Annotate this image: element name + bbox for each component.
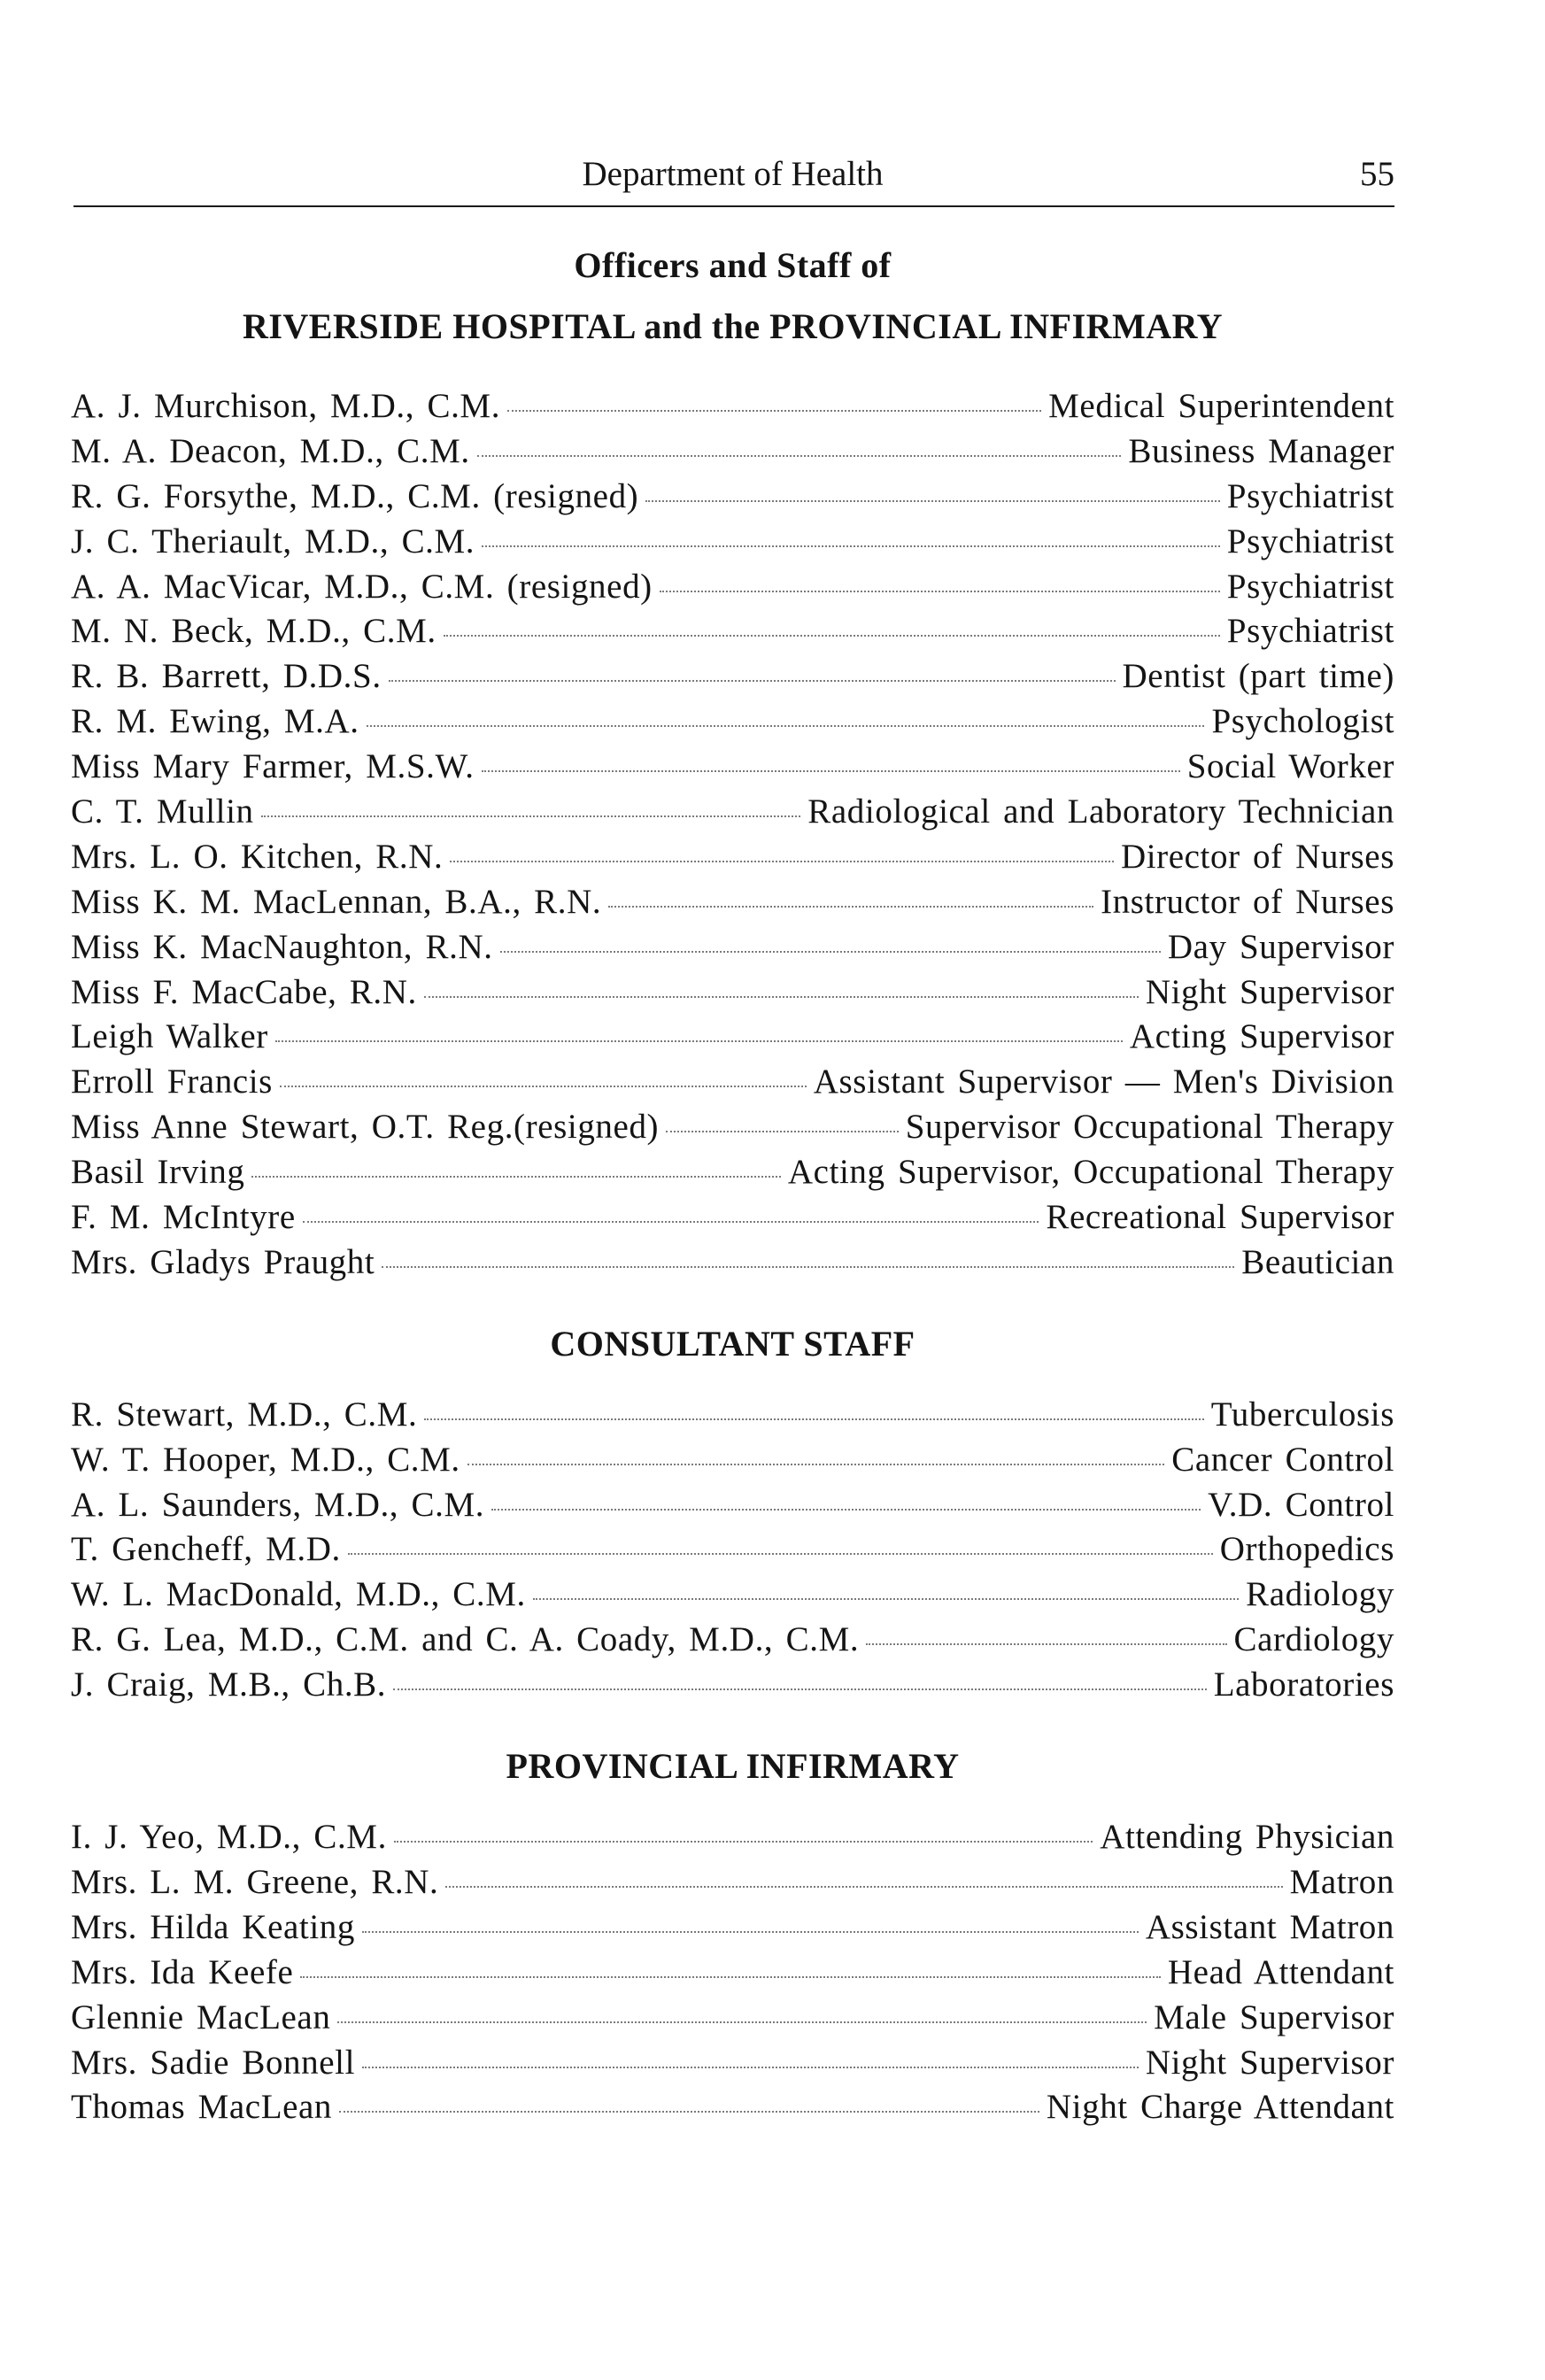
dot-leader <box>261 815 801 817</box>
list-item <box>71 1197 1394 1242</box>
staff-title: Acting Supervisor, Occupational Therapy <box>787 1153 1394 1192</box>
infirmary-list <box>71 1817 1394 2132</box>
staff-name: Miss F. MacCabe, R.N. <box>71 972 417 1011</box>
staff-name: Miss Anne Stewart, O.T. Reg.(resigned) <box>71 1108 660 1147</box>
staff-name: Thomas MacLean <box>71 2088 333 2127</box>
staff-name: Mrs. Ida Keefe <box>71 1952 294 1991</box>
list-item <box>71 1395 1394 1440</box>
dot-leader <box>251 1176 780 1178</box>
staff-name: A. L. Saunders, M.D., C.M. <box>71 1485 485 1524</box>
heading-consultant-staff: CONSULTANT STAFF <box>550 1323 915 1364</box>
staff-title: Tuberculosis <box>1210 1395 1394 1433</box>
list-item <box>71 1242 1394 1287</box>
staff-name: W. T. Hooper, M.D., C.M. <box>71 1440 460 1479</box>
dot-leader <box>337 2021 1147 2023</box>
dot-leader <box>507 410 1041 412</box>
staff-name: Miss K. M. MacLennan, B.A., R.N. <box>71 882 602 921</box>
list-item <box>71 1817 1394 1862</box>
list-item <box>71 927 1394 972</box>
list-item <box>71 522 1394 567</box>
staff-name: Miss K. MacNaughton, R.N. <box>71 927 493 966</box>
dot-leader <box>280 1086 807 1087</box>
staff-title: Matron <box>1289 1862 1394 1901</box>
dot-leader <box>444 635 1220 637</box>
staff-title: Orthopedics <box>1219 1530 1394 1569</box>
dot-leader <box>394 1841 1093 1843</box>
staff-title: Dentist (part time) <box>1122 657 1394 696</box>
list-item <box>71 1907 1394 1952</box>
list-item <box>71 1485 1394 1530</box>
staff-name: R. Stewart, M.D., C.M. <box>71 1395 418 1433</box>
dot-leader <box>660 591 1220 592</box>
staff-name: R. M. Ewing, M.A. <box>71 702 359 741</box>
staff-name: Mrs. L. M. Greene, R.N. <box>71 1862 439 1901</box>
dot-leader <box>491 1509 1201 1511</box>
list-item <box>71 746 1394 792</box>
page-number: 55 <box>1360 155 1394 193</box>
dot-leader <box>303 1221 1039 1223</box>
list-item <box>71 701 1394 746</box>
staff-name: J. C. Theriault, M.D., C.M. <box>71 522 475 560</box>
staff-title: Assistant Supervisor — Men's Division <box>813 1062 1394 1101</box>
staff-title: Director of Nurses <box>1120 837 1394 876</box>
staff-title: V.D. Control <box>1208 1485 1394 1524</box>
staff-name: F. M. McIntyre <box>71 1198 296 1237</box>
staff-name: Mrs. Hilda Keating <box>71 1907 355 1946</box>
dot-leader <box>482 545 1220 547</box>
staff-name: J. Craig, M.B., Ch.B. <box>71 1665 387 1704</box>
staff-name: Leigh Walker <box>71 1017 268 1056</box>
dot-leader <box>645 500 1220 502</box>
dot-leader <box>467 1464 1164 1465</box>
staff-title: Day Supervisor <box>1167 927 1394 966</box>
list-item <box>71 567 1394 612</box>
staff-title: Assistant Matron <box>1145 1907 1394 1946</box>
staff-title: Medical Superintendent <box>1048 387 1394 425</box>
list-item <box>71 1016 1394 1062</box>
staff-title: Male Supervisor <box>1154 1998 1394 2036</box>
staff-name: M. A. Deacon, M.D., C.M. <box>71 431 470 470</box>
staff-name: R. G. Lea, M.D., C.M. and C. A. Coady, M.D., C.M. <box>71 1620 860 1659</box>
staff-title: Beautician <box>1241 1242 1394 1281</box>
dot-leader <box>666 1131 899 1132</box>
list-item <box>71 882 1394 927</box>
dot-leader <box>445 1886 1282 1888</box>
staff-name: W. L. MacDonald, M.D., C.M. <box>71 1575 526 1614</box>
staff-name: Erroll Francis <box>71 1062 273 1101</box>
staff-name: A. J. Murchison, M.D., C.M. <box>71 387 501 425</box>
staff-title: Business Manager <box>1128 431 1394 470</box>
list-item <box>71 1619 1394 1665</box>
running-head-title: Department of Health <box>582 155 884 193</box>
heading-officers-and-staff: Officers and Staff of <box>574 245 892 285</box>
staff-title: Supervisor Occupational Therapy <box>905 1108 1394 1147</box>
list-item <box>71 1952 1394 1998</box>
list-item <box>71 1665 1394 1710</box>
dot-leader <box>477 455 1122 457</box>
staff-name: Miss Mary Farmer, M.S.W. <box>71 747 475 786</box>
dot-leader <box>533 1598 1239 1600</box>
heading-hospital-and-infirmary: RIVERSIDE HOSPITAL and the PROVINCIAL INFIRMARY <box>242 306 1224 346</box>
header-rule <box>73 205 1394 207</box>
staff-name: T. Gencheff, M.D. <box>71 1530 341 1569</box>
list-item <box>71 1152 1394 1197</box>
staff-name: Mrs. Gladys Praught <box>71 1242 375 1281</box>
consultant-list <box>71 1395 1394 1710</box>
dot-leader <box>339 2111 1039 2113</box>
list-item <box>71 1862 1394 1907</box>
dot-leader <box>424 996 1139 998</box>
staff-title: Laboratories <box>1213 1665 1394 1704</box>
list-item <box>71 972 1394 1017</box>
list-item <box>71 837 1394 882</box>
staff-name: M. N. Beck, M.D., C.M. <box>71 612 436 651</box>
staff-title: Radiology <box>1246 1575 1394 1614</box>
staff-title: Night Charge Attendant <box>1046 2088 1394 2127</box>
staff-name: Mrs. Sadie Bonnell <box>71 2043 356 2082</box>
staff-title: Recreational Supervisor <box>1046 1198 1394 1237</box>
heading-provincial-infirmary: PROVINCIAL INFIRMARY <box>506 1746 960 1787</box>
dot-leader <box>300 1976 1161 1978</box>
staff-name: A. A. MacVicar, M.D., C.M. (resigned) <box>71 567 653 606</box>
list-item <box>71 1998 1394 2043</box>
dot-leader <box>424 1418 1203 1420</box>
staff-title: Instructor of Nurses <box>1101 882 1394 921</box>
list-item <box>71 1062 1394 1107</box>
list-item <box>71 1440 1394 1485</box>
list-item <box>71 386 1394 431</box>
list-item <box>71 431 1394 476</box>
list-item <box>71 611 1394 656</box>
staff-list <box>71 386 1394 1287</box>
dot-leader <box>608 906 1093 908</box>
dot-leader <box>362 2067 1139 2068</box>
staff-title: Acting Supervisor <box>1129 1017 1394 1056</box>
list-item <box>71 476 1394 522</box>
dot-leader <box>382 1266 1234 1268</box>
staff-name: Basil Irving <box>71 1153 245 1192</box>
staff-title: Cardiology <box>1233 1620 1394 1659</box>
dot-leader <box>866 1643 1226 1645</box>
staff-title: Psychiatrist <box>1226 567 1394 606</box>
dot-leader <box>348 1553 1213 1555</box>
staff-name: R. B. Barrett, D.D.S. <box>71 657 382 696</box>
staff-title: Psychiatrist <box>1226 522 1394 560</box>
dot-leader <box>367 725 1205 727</box>
staff-name: Glennie MacLean <box>71 1998 331 2036</box>
staff-title: Cancer Control <box>1171 1440 1394 1479</box>
staff-title: Psychiatrist <box>1226 612 1394 651</box>
dot-leader <box>275 1040 1123 1042</box>
staff-name: Mrs. L. O. Kitchen, R.N. <box>71 837 444 876</box>
list-item <box>71 1574 1394 1619</box>
staff-title: Attending Physician <box>1100 1818 1394 1857</box>
running-head <box>71 151 1394 205</box>
list-item <box>71 2087 1394 2132</box>
staff-name: C. T. Mullin <box>71 792 254 831</box>
staff-title: Head Attendant <box>1167 1952 1394 1991</box>
staff-title: Night Supervisor <box>1145 2043 1394 2082</box>
document-page <box>71 151 1394 2132</box>
staff-title: Radiological and Laboratory Technician <box>807 792 1394 831</box>
list-item <box>71 1107 1394 1152</box>
dot-leader <box>389 680 1116 682</box>
list-item <box>71 792 1394 837</box>
list-item <box>71 656 1394 701</box>
staff-title: Psychiatrist <box>1226 476 1394 515</box>
staff-title: Psychologist <box>1211 702 1394 741</box>
staff-title: Social Worker <box>1186 747 1394 786</box>
dot-leader <box>393 1688 1207 1690</box>
staff-title: Night Supervisor <box>1145 972 1394 1011</box>
dot-leader <box>450 861 1114 862</box>
dot-leader <box>500 951 1161 953</box>
staff-name: I. J. Yeo, M.D., C.M. <box>71 1818 387 1857</box>
list-item <box>71 2043 1394 2088</box>
staff-name: R. G. Forsythe, M.D., C.M. (resigned) <box>71 476 639 515</box>
dot-leader <box>362 1931 1139 1933</box>
dot-leader <box>482 770 1180 772</box>
list-item <box>71 1529 1394 1574</box>
